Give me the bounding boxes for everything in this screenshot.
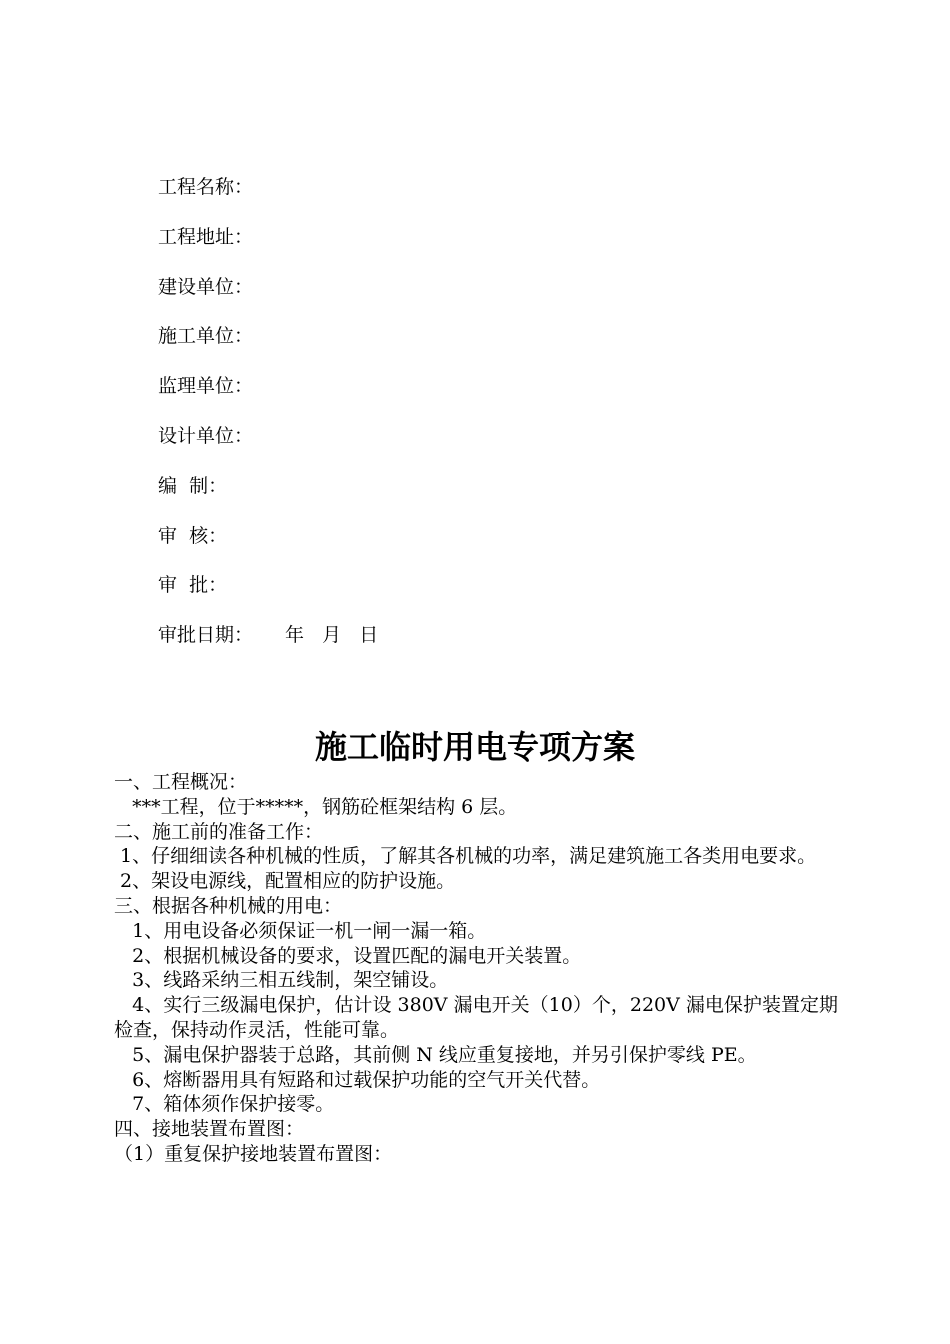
section-3-item-4: 4、实行三级漏电保护，估计设 380V 漏电开关（10）个，220V 漏电保护装置定期检查，保持动作灵活，性能可靠。: [114, 994, 839, 1041]
cover-info-block: [158, 170, 758, 668]
approval-date-fields: 年 月 日: [285, 624, 379, 647]
section-4-heading: 四、接地装置布置图：: [114, 1118, 305, 1141]
section-2-heading: 二、施工前的准备工作：: [114, 820, 324, 843]
section-1-heading: 一、工程概况：: [114, 771, 248, 793]
supervision-unit-field: 监理单位：: [158, 375, 254, 398]
section-3-item-6: 6、熔断器用具有短路和过载保护功能的空气开关代替。: [114, 1068, 601, 1091]
project-address-field: 工程地址：: [158, 225, 254, 248]
section-2-item-2: 2、架设电源线，配置相应的防护设施。: [114, 870, 456, 893]
section-4-item-1: （1）重复保护接地装置布置图：: [114, 1142, 393, 1165]
section-3-item-3: 3、线路采纳三相五线制，架空铺设。: [114, 969, 449, 992]
approval-date-label: 审批日期：: [158, 624, 254, 647]
builder-unit-field: 施工单位：: [158, 325, 254, 348]
section-3-item-2: 2、根据机械设备的要求，设置匹配的漏电开关装置。: [114, 944, 582, 967]
section-3-item-5: 5、漏电保护器装于总路，其前侧 N 线应重复接地，并另引保护零线 PE。: [114, 1043, 757, 1066]
construction-unit-field: 建设单位：: [158, 275, 254, 298]
compiled-by-field: 编 制：: [158, 474, 228, 497]
section-3-item-7: 7、箱体须作保护接零。: [114, 1093, 335, 1116]
document-body: [114, 770, 838, 1167]
approval-date-row: [158, 618, 758, 668]
section-2-item-1: 1、仔细细读各种机械的性质，了解其各机械的功率，满足建筑施工各类用电要求。: [114, 845, 817, 868]
section-1-text: ***工程，位于*****，钢筋砼框架结构 6 层。: [114, 795, 518, 818]
document-title: 施工临时用电专项方案: [314, 728, 635, 766]
section-3-heading: 三、根据各种机械的用电：: [114, 894, 343, 917]
design-unit-field: 设计单位：: [158, 424, 254, 447]
project-name-field: 工程名称：: [158, 176, 254, 198]
reviewed-by-field: 审 核：: [158, 524, 228, 547]
section-3-item-1: 1、用电设备必须保证一机一闸一漏一箱。: [114, 919, 487, 942]
approved-by-field: 审 批：: [158, 574, 228, 597]
